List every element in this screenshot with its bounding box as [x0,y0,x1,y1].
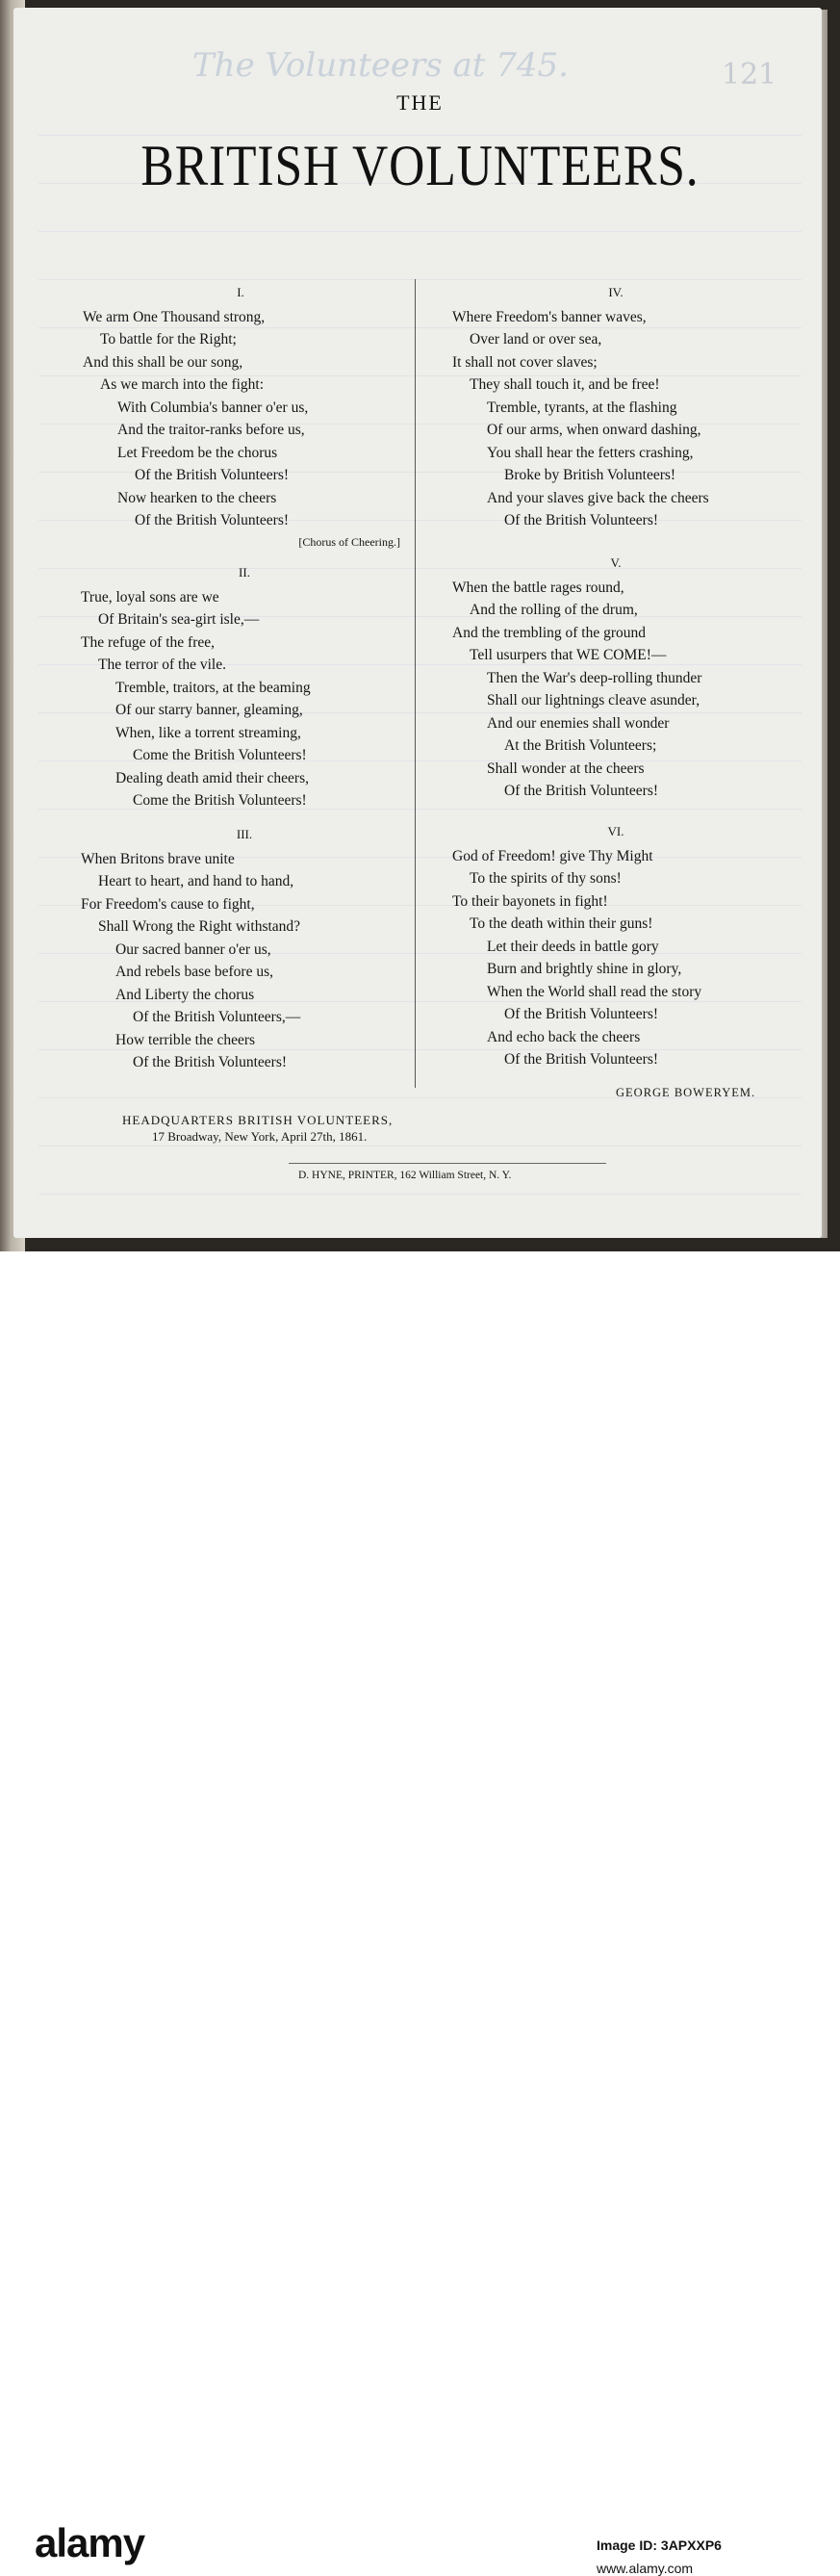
verse-line: Of the British Volunteers! [504,512,659,528]
verse-line: To the death within their guns! [470,915,653,932]
verse-line: The terror of the vile. [98,657,226,673]
verse-line: Shall our lightnings cleave asunder, [487,692,700,708]
ruling-line [38,1194,802,1195]
ruling-line [38,279,802,280]
verse-line: When the World shall read the story [487,983,702,1000]
verse-line: Of the British Volunteers! [135,512,290,528]
verse-line: Shall wonder at the cheers [487,760,645,777]
verse-line: At the British Volunteers; [504,737,657,754]
verse-line: They shall touch it, and be free! [470,376,660,393]
verse-line: Tell usurpers that WE COME!— [470,647,667,663]
verse-line: Shall Wrong the Right withstand? [98,918,301,935]
verse-line: Where Freedom's banner waves, [452,308,647,325]
verse-line: Our sacred banner o'er us, [115,940,271,958]
alamy-logo: alamy [35,2520,145,2565]
verse-line: Let Freedom be the chorus [117,444,278,461]
verse-line: You shall hear the fetters crashing, [487,444,694,461]
verse-number: I. [237,285,244,299]
verse-line: As we march into the fight: [100,376,265,393]
verse-line: To their bayonets in fight! [452,892,608,910]
verse-line: When, like a torrent streaming, [115,724,301,741]
image-id: Image ID: 3APXXP6 [597,2537,722,2553]
verse-number: IV. [608,285,624,299]
verse-number: II. [239,565,250,580]
watermark-url: www.alamy.com [597,2561,694,2576]
verse-line: To battle for the Right; [100,331,237,348]
verse-number: V. [610,555,622,570]
verse-line: We arm One Thousand strong, [83,308,266,325]
verse-number: VI. [607,824,624,838]
verse-line: And echo back the cheers [487,1028,641,1045]
verse-2 [81,561,398,812]
verse-line: Over land or over sea, [470,331,602,348]
faint-page-number: 121 [722,58,777,91]
verse-line: Of the British Volunteers! [504,1006,659,1022]
verse-line: For Freedom's cause to fight, [81,895,255,913]
verse-line: Dealing death amid their cheers, [115,769,309,786]
printer-rule [289,1163,606,1164]
printer-imprint: D. HYNE, PRINTER, 162 William Street, N. Y. [298,1170,512,1181]
page-photo [0,0,840,1251]
faint-handwritten-heading: The Volunteers at 745. [192,46,569,85]
verse-line: When Britons brave unite [81,850,235,867]
verse-line: Of the British Volunteers! [135,467,290,483]
verse-line: Broke by British Volunteers! [504,467,676,483]
verse-line: Come the British Volunteers! [133,747,307,763]
verse-line: And your slaves give back the cheers [487,489,709,506]
verse-3 [81,823,398,1074]
verse-line: Heart to heart, and hand to hand, [98,873,294,889]
verse-line: And rebels base before us, [115,964,273,980]
verse-line: Now hearken to the cheers [117,489,277,506]
verse-line: Of the British Volunteers,— [133,1009,301,1025]
verse-line: And our enemies shall wonder [487,714,670,732]
verse-6 [452,820,789,1071]
verse-1 [83,281,400,552]
page-title: BRITISH VOLUNTEERS. [140,134,700,197]
verse-line: Of our arms, when onward dashing, [487,422,701,438]
verse-line: And the trembling of the ground [452,624,647,641]
verse-line: And the rolling of the drum, [470,602,638,618]
watermark-bar [0,1251,840,2576]
verse-5 [452,552,789,803]
verse-line: And Liberty the chorus [115,986,255,1003]
verse-line: Tremble, traitors, at the beaming [115,679,311,696]
verse-line: True, loyal sons are we [81,588,219,605]
verse-line: Come the British Volunteers! [133,792,307,809]
verse-line: When the battle rages round, [452,579,624,596]
verse-line: How terrible the cheers [115,1031,256,1048]
verse-line: Of the British Volunteers! [504,783,659,799]
verse-line: To the spirits of thy sons! [470,870,622,887]
title-small: THE [396,90,444,115]
verse-number: III. [236,827,253,841]
verse-line: Of the British Volunteers! [133,1054,288,1070]
verse-line: The refuge of the free, [81,633,215,651]
verse-line: Of the British Volunteers! [504,1051,659,1068]
verse-line: And this shall be our song, [83,353,243,371]
verse-line: Let their deeds in battle gory [487,938,659,955]
column-divider [415,279,416,1088]
verse-line: Burn and brightly shine in glory, [487,961,682,977]
verse-line: Tremble, tyrants, at the flashing [487,399,677,416]
chorus-note: [Chorus of Cheering.] [298,534,400,549]
verse-4 [452,281,789,532]
verse-line: Of Britain's sea-girt isle,— [98,611,260,628]
ruling-line [38,231,802,232]
verse-line: With Columbia's banner o'er us, [117,399,309,416]
verse-line: It shall not cover slaves; [452,353,598,371]
author-signature: GEORGE BOWERYEM. [616,1086,756,1099]
verse-line: Of our starry banner, gleaming, [115,702,303,718]
headquarters-address: 17 Broadway, New York, April 27th, 1861. [152,1129,368,1144]
verse-line: And the traitor-ranks before us, [117,422,305,438]
verse-line: God of Freedom! give Thy Might [452,847,653,864]
headquarters-line: HEADQUARTERS BRITISH VOLUNTEERS, [122,1113,394,1127]
verse-line: Then the War's deep-rolling thunder [487,669,702,686]
